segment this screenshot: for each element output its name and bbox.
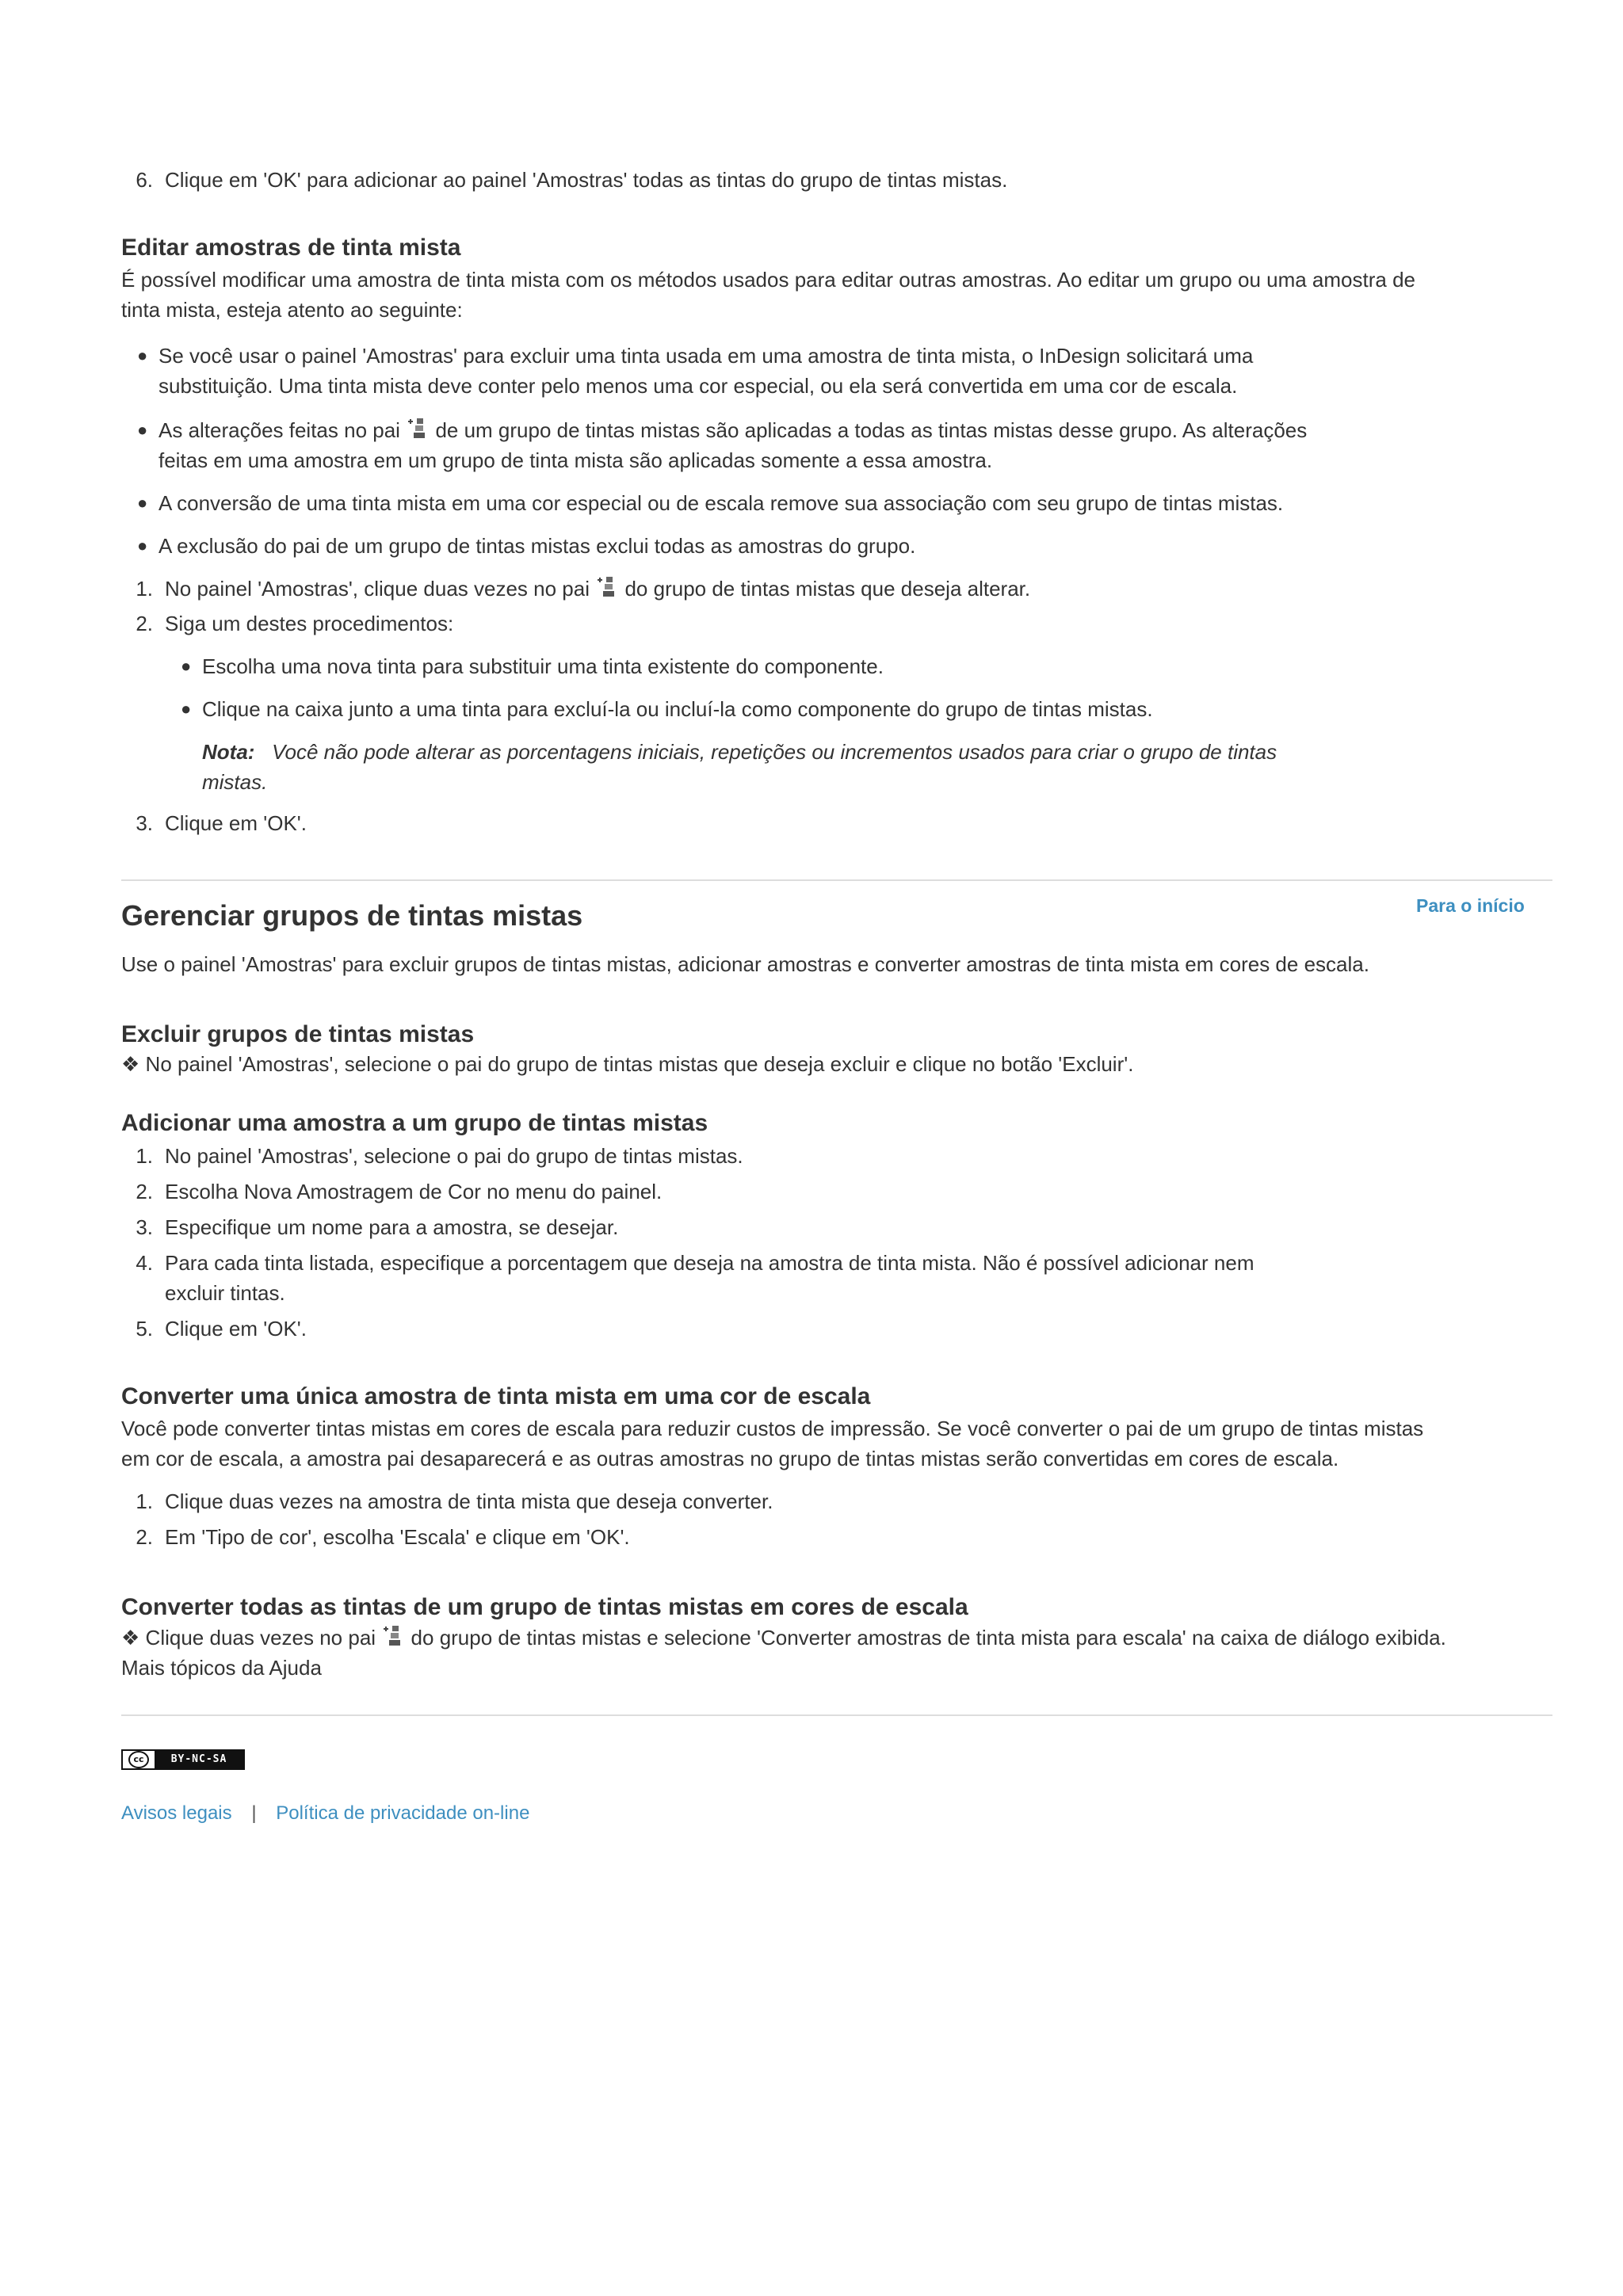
- note: mistas.: [202, 770, 268, 794]
- section-title-convert-all: Converter todas as tintas de um grupo de tintas mistas em cores de escala: [121, 1594, 968, 1620]
- diamond-bullet-icon: ❖: [121, 1626, 140, 1650]
- paragraph: ❖ No painel 'Amostras', selecione o pai do grupo de tintas mistas que deseja excluir e clique no botão 'Excluir'.: [121, 1052, 1134, 1076]
- paragraph: Use o painel 'Amostras' para excluir grupos de tintas mistas, adicionar amostras e converter amostras de tinta mista em cores de escala.: [121, 952, 1369, 976]
- more-help-topics: Mais tópicos da Ajuda: [121, 1656, 322, 1680]
- cc-logo-icon: cc: [128, 1751, 149, 1768]
- mixed-ink-group-icon: [597, 575, 617, 597]
- divider: [121, 879, 1552, 881]
- section-title-manage: Gerenciar grupos de tintas mistas: [121, 899, 583, 932]
- footer-links: [121, 1798, 529, 1829]
- section-title-edit: Editar amostras de tinta mista: [121, 235, 461, 261]
- paragraph: Você pode converter tintas mistas em cores de escala para reduzir custos de impressão. Se você converter o pai de um grupo de tintas mistas: [121, 1417, 1424, 1440]
- privacy-policy-link[interactable]: Política de privacidade on-line: [276, 1802, 530, 1824]
- paragraph: em cor de escala, a amostra pai desaparecerá e as outras amostras no grupo de tintas mistas serão convertidas em cores de escala.: [121, 1447, 1339, 1470]
- paragraph: ❖ Clique duas vezes no pai do grupo de tintas mistas e selecione 'Converter amostras de tinta mista para escala' na caixa de diálogo exibida.: [121, 1626, 1446, 1650]
- paragraph: tinta mista, esteja atento ao seguinte:: [121, 298, 463, 322]
- legal-notices-link[interactable]: Avisos legais: [121, 1802, 232, 1824]
- license-type: BY-NC-SA: [155, 1751, 243, 1768]
- divider: [121, 1714, 1552, 1716]
- footer-separator: |: [251, 1802, 257, 1824]
- section-title-delete: Excluir grupos de tintas mistas: [121, 1021, 475, 1047]
- cc-license-badge[interactable]: [121, 1749, 245, 1770]
- paragraph: É possível modificar uma amostra de tinta mista com os métodos usados para editar outras amostras. Ao editar um grupo ou uma amostra de: [121, 268, 1415, 292]
- section-title-add: Adicionar uma amostra a um grupo de tintas mistas: [121, 1110, 708, 1136]
- mixed-ink-group-icon: [407, 417, 428, 439]
- section-title-convert-single: Converter uma única amostra de tinta mista em uma cor de escala: [121, 1383, 871, 1409]
- diamond-bullet-icon: ❖: [121, 1052, 140, 1076]
- back-to-top-link[interactable]: Para o início: [1416, 895, 1525, 916]
- mixed-ink-group-icon: [383, 1624, 403, 1646]
- note: Nota: Você não pode alterar as porcentagens iniciais, repetições ou incrementos usados para criar o grupo de tintas: [202, 740, 1277, 764]
